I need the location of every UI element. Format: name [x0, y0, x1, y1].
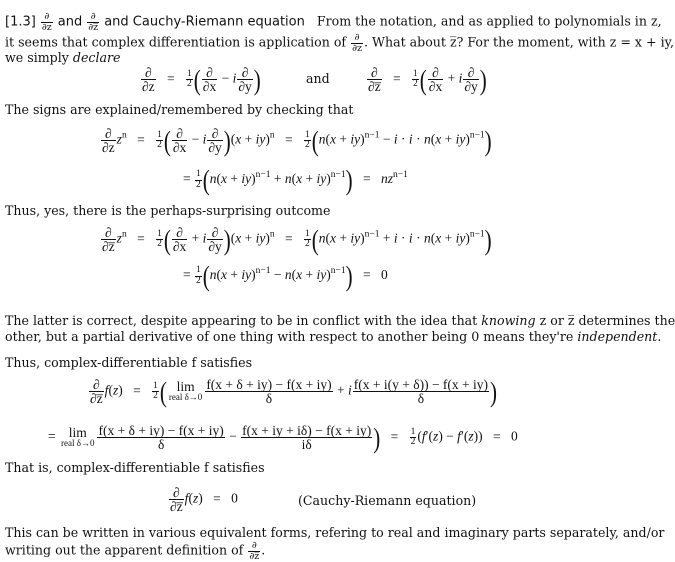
intro-3b: declare [72, 50, 121, 65]
thus-cd-line: Thus, complex-differentiable f satisfies [5, 355, 253, 370]
latter-line-1 [5, 313, 675, 328]
heading-d-dz: ∂ ∂z [41, 11, 52, 33]
latter-1b: knowing [481, 313, 536, 328]
latter-2a: other, but a partial derivative of one thing with respect to another being 0 means they're [5, 329, 574, 344]
final-d-dzbar: ∂ ∂z̅ [249, 540, 260, 562]
heading-and: and [57, 14, 83, 30]
cr-label: (Cauchy-Riemann equation) [298, 493, 477, 508]
latter-1a: The latter is correct, despite appearing to be in conflict with the idea that [5, 313, 478, 328]
final-line-1: This can be written in various equivalent forms, refering to real and imaginary parts separately, and/or [5, 525, 665, 540]
intro-2a: it seems that complex differentiation is application of [5, 34, 347, 50]
intro-line-1: From the notation, and as applied to polynomials in z, [316, 13, 662, 29]
heading-d-dzbar: ∂ ∂z̅ [88, 11, 99, 33]
eq-dzbar-zn-cont: = $\frac{1}{2}$ (n(x + iy)$^{n-1}$ − n(x + iy)$^{n-1}$) = 0 [183, 259, 388, 293]
that-is-line: That is, complex-differentiable f satisfies [5, 460, 265, 475]
eq-cauchy-riemann: ∂ ∂z̅ f(z) = 0 [170, 485, 238, 514]
final-2: writing out the apparent definition of [5, 542, 244, 558]
eq-dzbar-zn: ∂ ∂z̅ $z^n$ = $\frac{1}{2}$ ( ∂ ∂x + i ∂ ∂y )(x + iy)$^n$ = $\frac{1}{2}$ (n(x + iy)$^{n-1}$ + i · i · n(x + iy)$^{n-1}$) [102, 223, 492, 256]
latter-line-2 [5, 329, 661, 344]
intro-2b: . What about z̅? For the moment, with z = x + iy, [364, 34, 675, 50]
latter-2c: . [657, 329, 662, 344]
intro-d-dz: ∂ ∂z [352, 32, 363, 54]
heading-title: and Cauchy-Riemann equation [104, 14, 305, 30]
latter-1c: z or z̅ determines the [539, 313, 675, 328]
thus-yes-line: Thus, yes, there is the perhaps-surprising outcome [5, 203, 331, 218]
eq-limit-1: ∂ ∂z̅ f(z) = $\frac{1}{2}$ ( lim real δ→0 $\frac{f(x + \delta + iy) - f(x + iy)}{\delta}$ + i $\frac{f(x + i(y + \delta)) - f(x + iy)}{\delta}$ ) [90, 375, 498, 408]
def-equation-dzbar: ∂ ∂z̅ = $\frac{1}{2}$ ( ∂ ∂x + i ∂ ∂y ) [368, 63, 487, 96]
final-line-2: writing out the apparent definition of ∂ ∂z̅ . [5, 540, 266, 562]
intro-line-3 [5, 50, 120, 65]
def-and: and [306, 71, 330, 86]
signs-line: The signs are explained/remembered by checking that [5, 102, 354, 117]
eq-dz-zn-cont: = $\frac{1}{2}$ $(n(x + iy)^{n-1} + n(x + iy)^{n-1}) = nz^{n-1}$ [183, 163, 408, 197]
eq-dz-zn: ∂ ∂z $z^n$ = $\frac{1}{2}$ ( ∂ ∂x − i ∂ ∂y )(x + iy)$^n$ = $\frac{1}{2}$ (n(x + iy)$^{n-1}$ − i · i · n(x + iy)$^{n-1}$) [102, 124, 492, 157]
def-equation-dz: ∂ ∂z = $\frac{1}{2}$ ( ∂ ∂x − i ∂ ∂y ) [142, 63, 261, 96]
heading-line [5, 12, 662, 32]
eq-limit-2: = lim real δ→0 $\frac{f(x + \delta + iy) - f(x + iy)}{\delta}$ − $\frac{f(x + iy + i\delta) - f(x + iy)}{i\delta}$ ) = $\frac{1}{2}$ (f′(z) − f′(z)) = 0 [48, 421, 518, 454]
intro-3a: we simply [5, 50, 69, 65]
latter-2b: independent [577, 329, 658, 344]
section-number: [1.3] [5, 14, 36, 30]
